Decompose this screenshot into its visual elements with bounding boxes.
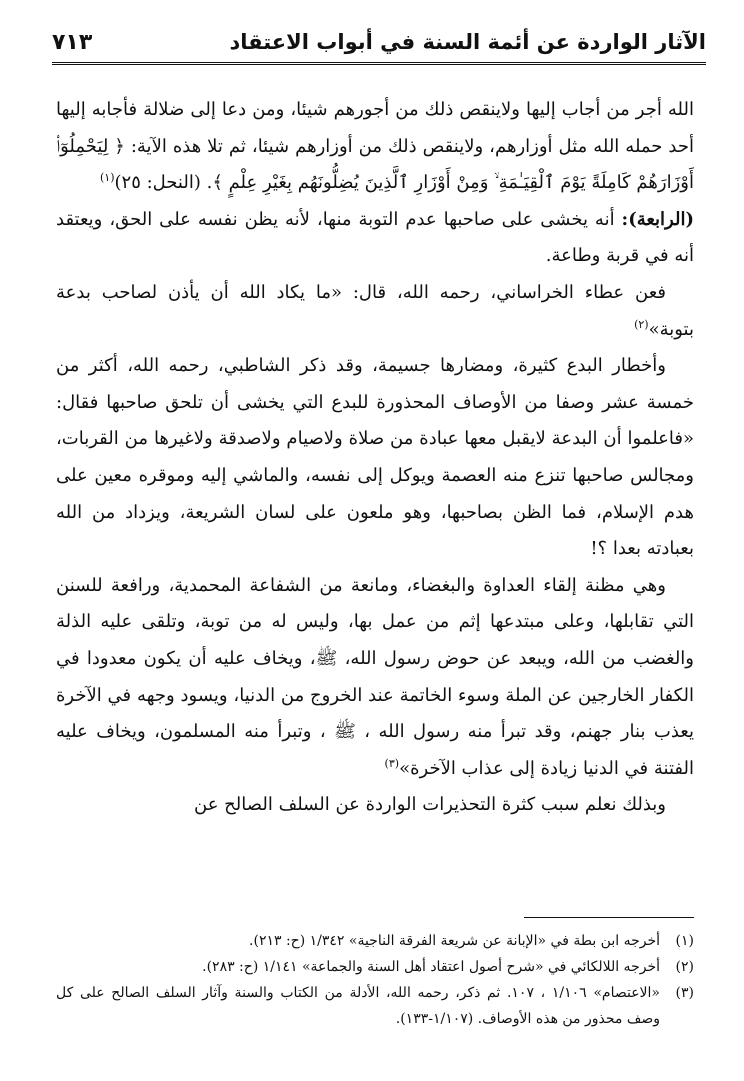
verse-reference: . (النحل: ٢٥) bbox=[114, 172, 213, 194]
footnote-3 bbox=[56, 980, 694, 1032]
footnote-3-text: «الاعتصام» ١/١٠٦ ، ١٠٧. ثم ذكر، رحمه الله، الأدلة من الكتاب والسنة وآثار السلف الصالح على كل وصف محذور من هذه الأوصاف. (١/١٠٧-١٣٣). bbox=[56, 985, 660, 1027]
paragraph-5 bbox=[56, 568, 694, 788]
paragraph-6 bbox=[56, 787, 694, 824]
paragraph-4-text: وأخطار البدع كثيرة، ومضارها جسيمة، وقد ذكر الشاطبي، رحمه الله، أكثر من خمسة عشر وصفا من الأوصاف المحذورة للبدع التي يخشى أن تلحق صاحبها فقال: «فاعلموا أن البدعة لايقبل معها عبادة من صلاة ولاصيام ولاصدقة ولاغيرها من القربات، ومجالس صاحبها تنزع منه العصمة ويوكل إلى نفسه، والماشي إليه وموقره معين على هدم الإسلام، فما الظن بصاحبها، وهو ملعون على لسان الشريعة، ويزداد من الله بعبادته بعدا ؟! bbox=[56, 355, 694, 560]
paragraph-6-text: وبذلك نعلم سبب كثرة التحذيرات الواردة عن السلف الصالح عن bbox=[194, 794, 666, 816]
paragraph-2-lead: (الرابعة): bbox=[621, 208, 694, 230]
footnote-ref-3[interactable]: (٣) bbox=[384, 756, 400, 770]
footnote-1-text: أخرجه ابن بطة في «الإبانة عن شريعة الفرقة الناجية» ١/٣٤٢ (ح: ٢١٣). bbox=[249, 933, 660, 949]
footnotes bbox=[56, 928, 694, 1032]
footnote-1 bbox=[56, 928, 694, 954]
footnote-ref-2[interactable]: (٢) bbox=[634, 317, 649, 331]
paragraph-3-text: فعن عطاء الخراساني، رحمه الله، قال: «ما يكاد الله أن يأذن لصاحب بدعة بتوبة» bbox=[56, 281, 694, 340]
footnote-divider bbox=[524, 917, 694, 918]
running-title: الآثار الواردة عن أئمة السنة في أبواب الاعتقاد bbox=[229, 30, 706, 54]
paragraph-5-text: وهي مظنة إلقاء العداوة والبغضاء، ومانعة من الشفاعة المحمدية، ورافعة للسنن التي تقابلها، وعلى مبتدعها إثم من عمل بها، وليس له من توبة، وتلقى عليه الذلة والغضب من الله، ويبعد عن حوض رسول الله، ﷺ، ويخاف عليه أن يكون معدودا في الكفار الخارجين عن الملة وسوء الخاتمة عند الخروج من الدنيا، ويسود وجهه في الآخرة يعذب بنار جهنم، وقد تبرأ منه رسول الله ، ﷺ ، وتبرأ منه المسلمون، ويخاف عليه الفتنة في الدنيا زيادة إلى عذاب الآخرة» bbox=[56, 574, 694, 779]
paragraph-1-text: الله أجر من أجاب إليها ولاينقص ذلك من أجورهم شيئا، ومن دعا إلى ضلالة فأجابه إليها أحد حمله الله مثل أوزارهم، ولاينقص ذلك من أوزارهم شيئا، ثم تلا هذه الآية: bbox=[56, 99, 694, 157]
running-header bbox=[52, 22, 706, 65]
paragraph-2 bbox=[56, 202, 694, 275]
footnote-1-number: (١) bbox=[675, 933, 694, 949]
paragraph-4 bbox=[56, 348, 694, 568]
main-text bbox=[56, 92, 694, 824]
footnote-2-number: (٢) bbox=[675, 959, 694, 975]
footnote-2-text: أخرجه اللالكائي في «شرح أصول اعتقاد أهل السنة والجماعة» ١/١٤١ (ح: ٢٨٣). bbox=[202, 959, 660, 975]
paragraph-2-text: أنه يخشى على صاحبها عدم التوبة منها، لأنه يظن نفسه على الحق، ويعتقد أنه في قربة وطاعة. bbox=[56, 208, 694, 267]
footnote-3-number: (٣) bbox=[675, 985, 694, 1001]
quran-verse: ﴿ لِيَحْمِلُوٓا۟ أَوْزَارَهُمْ كَامِلَةً يَوْمَ ٱلْقِيَـٰمَةِ ۙ وَمِنْ أَوْزَارِ ٱلَّذِينَ يُضِلُّونَهُم بِغَيْرِ عِلْمٍ ﴾ bbox=[56, 135, 694, 194]
footnote-2 bbox=[56, 954, 694, 980]
paragraph-3 bbox=[56, 275, 694, 348]
footnote-ref-1[interactable]: (١) bbox=[100, 171, 115, 185]
page-number: ٧١٣ bbox=[52, 29, 93, 55]
paragraph-1 bbox=[56, 92, 694, 202]
